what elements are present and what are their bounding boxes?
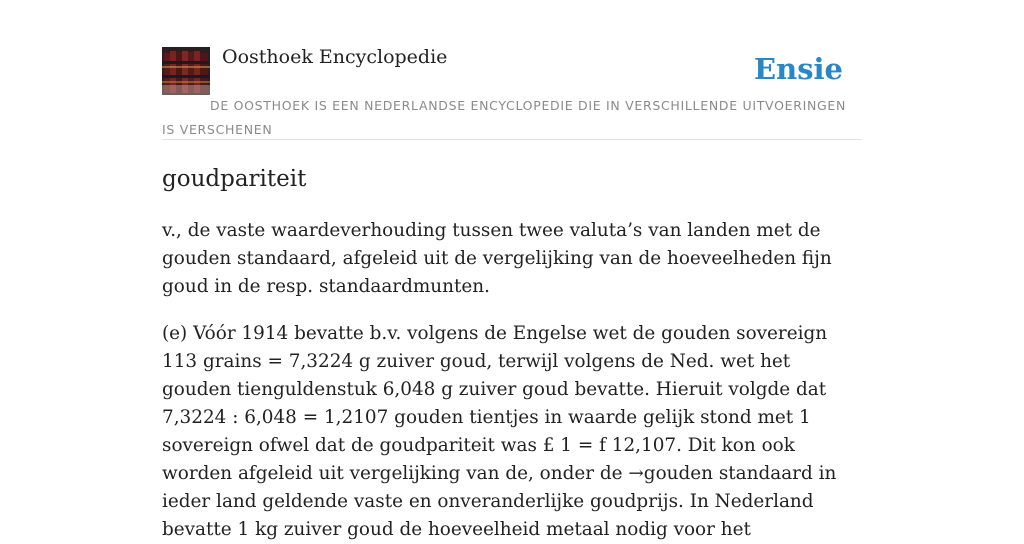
site-header <box>162 44 862 140</box>
encyclopedia-books-icon[interactable] <box>162 47 210 95</box>
site-tagline: DE OOSTHOEK IS EEN NEDERLANDSE ENCYCLOPEDIE DIE IN VERSCHILLENDE UITVOERINGEN IS VERSCHENEN <box>162 98 847 137</box>
header-divider <box>162 139 862 140</box>
ensie-logo-link[interactable]: Ensie <box>754 52 843 86</box>
explanation-paragraph: (e) Vóór 1914 bevatte b.v. volgens de Engelse wet de gouden sovereign 113 grains = 7,3224 g zuiver goud, terwijl volgens de Ned. wet het gouden tienguldenstuk 6,048 g zuiver goud bevatte. Hieruit volgde dat 7,3224 : 6,048 = 1,2107 gouden tientjes in waarde gelijk stond met 1 sovereign ofwel dat de goudpariteit was £ 1 = f 12,107. Dit kon ook worden afgeleid uit vergelijking van de, onder de →gouden standaard in ieder land geldende vaste en onveranderlijke goudprijs. In Nederland bevatte 1 kg zuiver goud de hoeveelheid metaal nodig voor het <box>162 323 837 540</box>
definition-paragraph: v., de vaste waardeverhouding tussen twee valuta’s van landen met de gouden standaard, afgeleid uit de vergelijking van de hoeveelheden fijn goud in de resp. standaardmunten. <box>162 220 832 297</box>
site-name-link[interactable]: Oosthoek Encyclopedie <box>222 46 448 68</box>
page-title: goudpariteit <box>162 166 307 192</box>
article <box>162 160 865 544</box>
